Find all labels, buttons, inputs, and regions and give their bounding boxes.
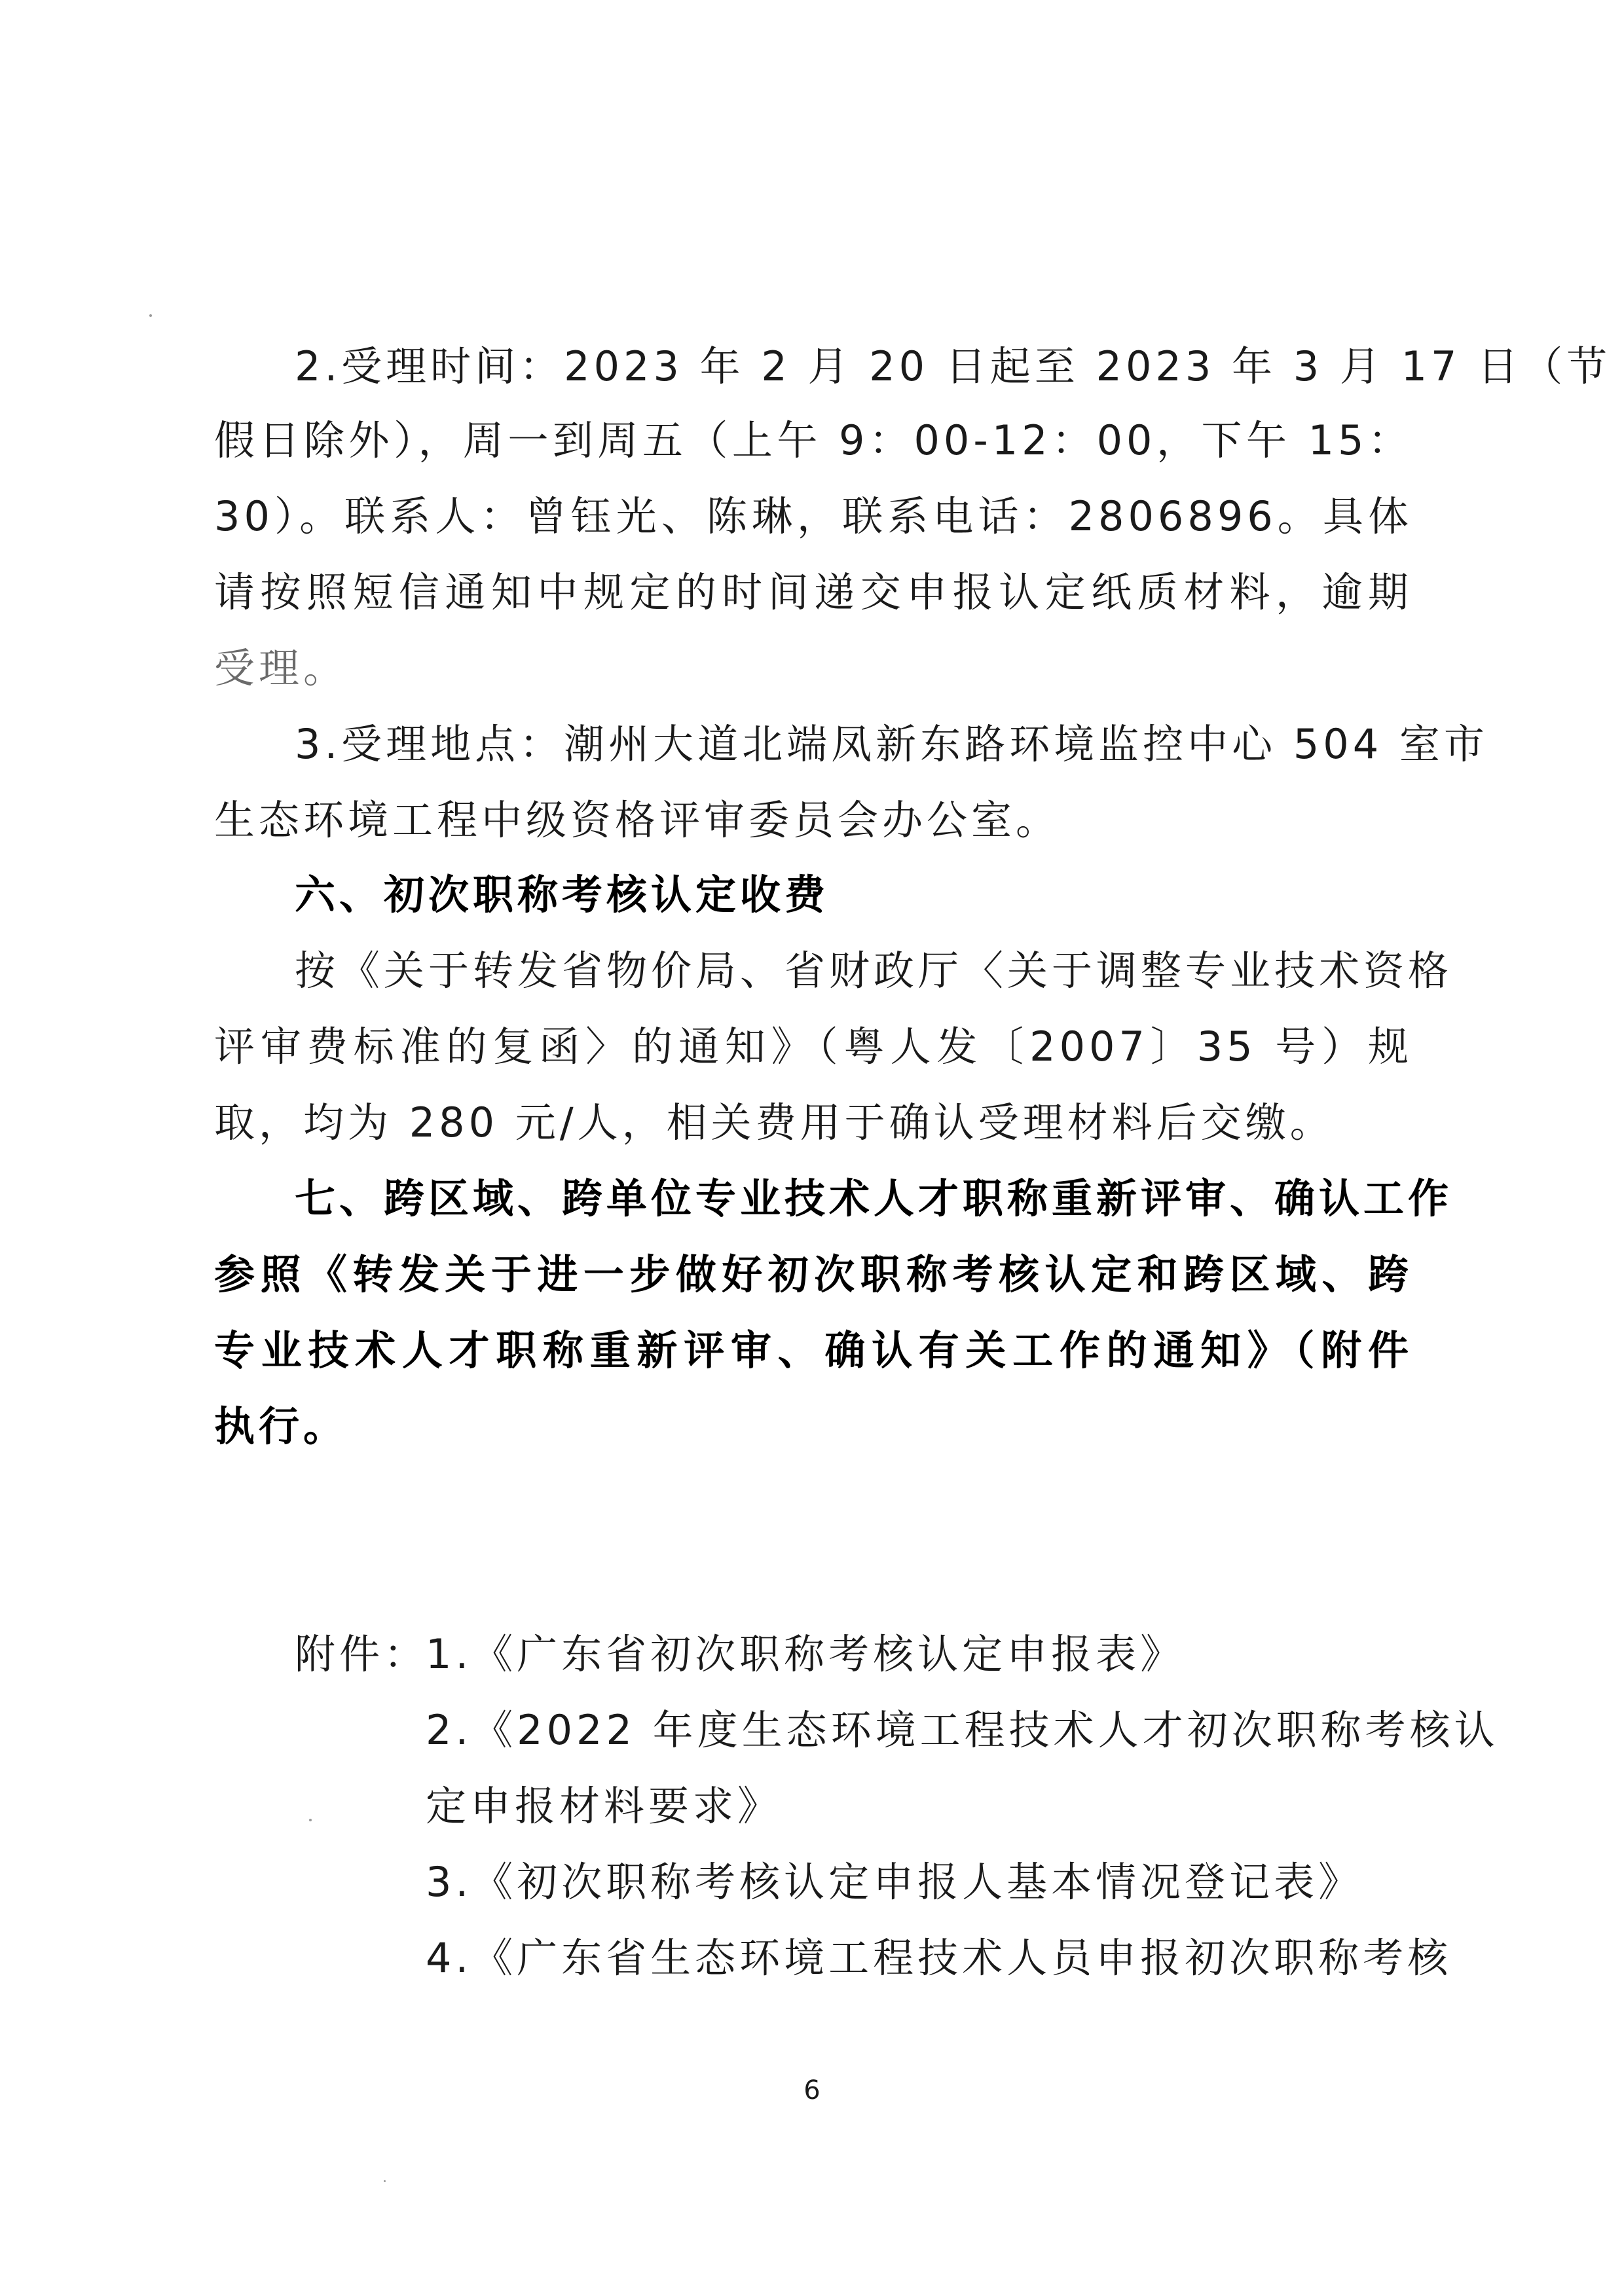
receipt-time-line-5: 受理。 bbox=[214, 644, 348, 692]
section-6-heading: 六、初次职称考核认定收费 bbox=[295, 871, 830, 919]
receipt-time-line-4: 请按照短信通知中规定的时间递交申报认定纸质材料，逾期 bbox=[214, 568, 1412, 616]
attachment-item-4: 4.《广东省生态环境工程技术人员申报初次职称考核 bbox=[426, 1934, 1452, 1982]
fee-paragraph-line-3: 取，均为 280 元/人，相关费用于确认受理材料后交缴。 bbox=[214, 1099, 1335, 1146]
page-number: 6 bbox=[803, 2075, 821, 2105]
section-7-line-1: 七、跨区域、跨单位专业技术人才职称重新评审、确认工作 bbox=[295, 1175, 1453, 1222]
receipt-time-line-2: 假日除外），周一到周五（上午 9：00-12：00，下午 15： bbox=[214, 416, 1412, 464]
receipt-time-line-3: 30）。联系人：曾钰光、陈琳，联系电话：2806896。具体 bbox=[214, 492, 1412, 540]
section-7-line-2: 参照《转发关于进一步做好初次职称考核认定和跨区域、跨 bbox=[214, 1250, 1412, 1298]
attachment-item-2-line-1: 2.《2022 年度生态环境工程技术人才初次职称考核认 bbox=[426, 1706, 1499, 1754]
scan-speck bbox=[149, 314, 152, 317]
attachment-item-2-line-2: 定申报材料要求》 bbox=[426, 1782, 783, 1830]
receipt-location-line-1: 3.受理地点：潮州大道北端凤新东路环境监控中心 504 室市 bbox=[295, 720, 1488, 768]
fee-paragraph-line-1: 按《关于转发省物价局、省财政厅〈关于调整专业技术资格 bbox=[295, 947, 1453, 994]
section-7-line-4: 执行。 bbox=[214, 1402, 348, 1450]
receipt-location-line-2: 生态环境工程中级资格评审委员会办公室。 bbox=[214, 796, 1061, 844]
section-7-line-3: 专业技术人才职称重新评审、确认有关工作的通知》（附件 bbox=[214, 1326, 1412, 1374]
attachment-item-1: 1.《广东省初次职称考核认定申报表》 bbox=[426, 1630, 1185, 1678]
scan-speck bbox=[384, 2180, 386, 2182]
scan-speck bbox=[309, 1819, 312, 1821]
receipt-time-line-1: 2.受理时间：2023 年 2 月 20 日起至 2023 年 3 月 17 日（节 bbox=[295, 342, 1612, 390]
attachments-label: 附件： bbox=[295, 1630, 429, 1678]
fee-paragraph-line-2: 评审费标准的复函〉的通知》（粤人发〔2007〕35 号）规 bbox=[214, 1023, 1412, 1070]
attachment-item-3: 3.《初次职称考核认定申报人基本情况登记表》 bbox=[426, 1858, 1363, 1906]
